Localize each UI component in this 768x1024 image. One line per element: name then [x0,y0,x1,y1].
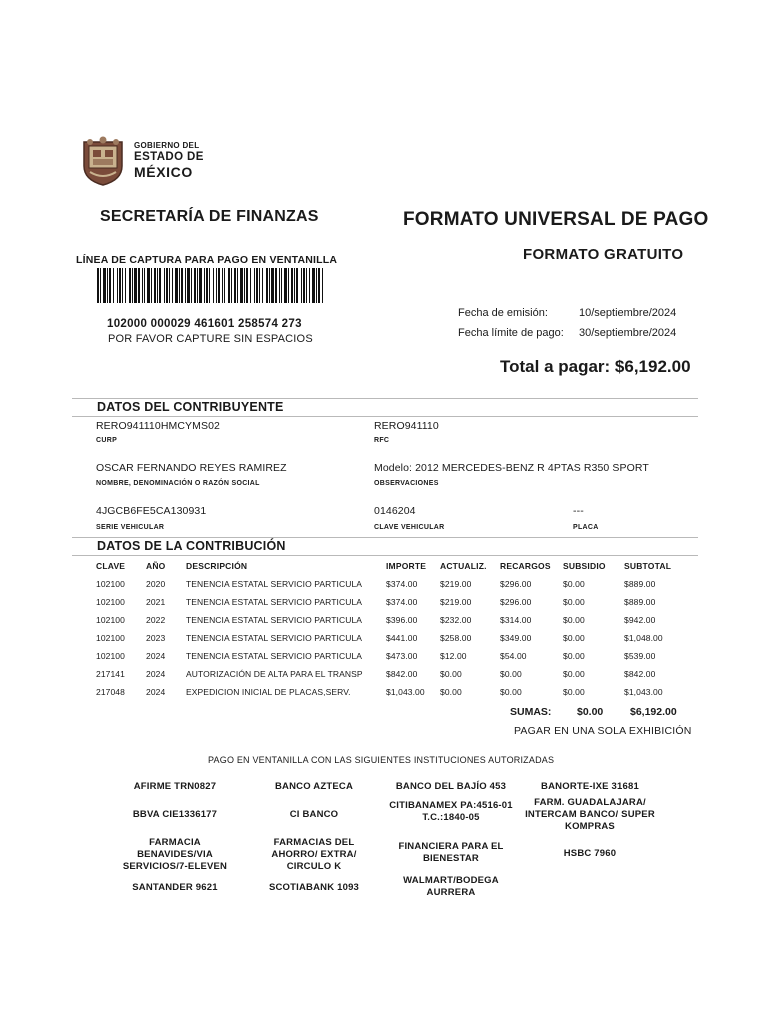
barcode-bar [166,268,168,303]
barcode-bar [97,268,99,303]
cell-recargos: $296.00 [500,597,532,607]
barcode-bar [288,268,289,303]
barcode-bar [218,268,220,303]
capture-hint: POR FAVOR CAPTURE SIN ESPACIOS [108,333,313,345]
barcode-bar [142,268,143,303]
placa-value: --- [573,505,584,517]
cell-recargos: $314.00 [500,615,532,625]
barcode-bar [147,268,150,303]
barcode-bar [269,268,270,303]
cell-clave: 217141 [96,669,125,679]
fecha-limite-label: Fecha límite de pago: [458,327,564,339]
barcode-bar [284,268,287,303]
cell-importe: $396.00 [386,615,418,625]
cell-importe: $374.00 [386,579,418,589]
clave-vehicular-value: 0146204 [374,505,416,517]
barcode-bar [154,268,156,303]
barcode-bar [279,268,280,303]
barcode-bar [237,268,238,303]
barcode-bar [144,268,145,303]
barcode-bar [250,268,251,303]
cell-descripcion: TENENCIA ESTATAL SERVICIO PARTICULA [186,579,363,589]
cell-subtotal: $889.00 [624,579,656,589]
cell-importe: $441.00 [386,633,418,643]
cell-anio: 2024 [146,687,166,697]
cell-recargos: $0.00 [500,687,522,697]
cell-anio: 2024 [146,669,166,679]
barcode-bar [134,268,137,303]
institucion-item: FARMACIA BENAVIDES/VIA SERVICIOS/7-ELEVEN [122,837,228,872]
cell-subtotal: $942.00 [624,615,656,625]
col-header-recargos: RECARGOS [500,561,551,571]
barcode-bar [296,268,298,303]
serie-vehicular-value: 4JGCB6FE5CA130931 [96,505,207,517]
barcode-bar [262,268,263,303]
barcode-bar [256,268,258,303]
barcode-bar [259,268,260,303]
fecha-limite-value: 30/septiembre/2024 [579,327,677,339]
institucion-item: FARMACIAS DEL AHORRO/ EXTRA/ CIRCULO K [271,837,357,872]
barcode-bar [191,268,192,303]
cell-actualiz: $219.00 [440,597,472,607]
cell-anio: 2024 [146,651,166,661]
barcode-bar [294,268,295,303]
barcode-bar [231,268,232,303]
nombre-value: OSCAR FERNANDO REYES RAMIREZ [96,462,287,474]
col-header-anio: AÑO [146,561,166,571]
barcode-bar [151,268,152,303]
barcode-bar [157,268,158,303]
cell-recargos: $0.00 [500,669,522,679]
cell-descripcion: TENENCIA ESTATAL SERVICIO PARTICULA [186,633,363,643]
barcode-bar [240,268,243,303]
cell-descripcion: AUTORIZACIÓN DE ALTA PARA EL TRANSP [186,669,363,679]
observaciones-label: OBSERVACIONES [374,480,439,487]
cell-clave: 102100 [96,579,125,589]
rfc-label: RFC [374,437,390,444]
institucion-item: FINANCIERA PARA EL BIENESTAR [398,841,504,864]
barcode-bar [316,268,317,303]
barcode-bar [185,268,186,303]
cell-subsidio: $0.00 [563,579,585,589]
cell-subsidio: $0.00 [563,687,585,697]
barcode-bar [181,268,183,303]
cell-clave: 217048 [96,687,125,697]
cell-actualiz: $0.00 [440,687,462,697]
cell-clave: 102100 [96,615,125,625]
barcode-bar [254,268,255,303]
gobierno-logo [80,136,230,186]
barcode-bar [132,268,133,303]
contribucion-title: DATOS DE LA CONTRIBUCIÓN [97,539,286,553]
barcode-bar [271,268,274,303]
cell-subtotal: $842.00 [624,669,656,679]
barcode-bar [187,268,190,303]
barcode-bar [169,268,170,303]
barcode-bar [179,268,180,303]
cell-descripcion: EXPEDICION INICIAL DE PLACAS,SERV. [186,687,351,697]
cell-importe: $374.00 [386,597,418,607]
linea-captura-title: LÍNEA DE CAPTURA PARA PAGO EN VENTANILLA [76,254,338,266]
cell-importe: $842.00 [386,669,418,679]
cell-descripcion: TENENCIA ESTATAL SERVICIO PARTICULA [186,651,363,661]
divider [72,537,698,538]
cell-actualiz: $232.00 [440,615,472,625]
barcode-bar [125,268,126,303]
institucion-item: SCOTIABANK 1093 [268,882,360,893]
barcode-bar [244,268,245,303]
logo-line-3: MÉXICO [134,163,193,180]
institucion-item: BBVA CIE1336177 [132,809,218,820]
cell-actualiz: $12.00 [440,651,467,661]
fecha-emision-value: 10/septiembre/2024 [579,307,677,319]
cell-anio: 2021 [146,597,166,607]
col-header-subsidio: SUBSIDIO [563,561,606,571]
cell-anio: 2022 [146,615,166,625]
cell-subsidio: $0.00 [563,597,585,607]
cell-subtotal: $1,043.00 [624,687,663,697]
barcode-bar [206,268,208,303]
formato-gratuito: FORMATO GRATUITO [523,246,684,263]
barcode-bar [266,268,268,303]
pagar-exhibicion: PAGAR EN UNA SOLA EXHIBICIÓN [514,725,692,737]
barcode-bar [117,268,118,303]
cell-subtotal: $539.00 [624,651,656,661]
serie-vehicular-label: SERIE VEHICULAR [96,524,165,531]
cell-subtotal: $1,048.00 [624,633,663,643]
cell-anio: 2023 [146,633,166,643]
col-header-subtotal: SUBTOTAL [624,561,672,571]
barcode-bar [194,268,196,303]
cell-subsidio: $0.00 [563,615,585,625]
barcode-bar [199,268,202,303]
barcode-bar [159,268,161,303]
cell-subsidio: $0.00 [563,633,585,643]
observaciones-value: Modelo: 2012 MERCEDES-BENZ R 4PTAS R350 SPORT [374,462,649,474]
logo-line-1: GOBIERNO DEL [134,141,200,150]
sumas-subsidio: $0.00 [577,706,604,718]
barcode-bar [122,268,123,303]
institucion-item: BANCO DEL BAJÍO 453 [395,781,507,792]
barcode-bar [228,268,230,303]
curp-value: RERO941110HMCYMS02 [96,420,220,432]
divider [72,416,698,417]
barcode-bar [309,268,310,303]
sumas-subtotal: $6,192.00 [630,706,677,718]
barcode-bar [138,268,140,303]
cell-actualiz: $219.00 [440,579,472,589]
divider [72,398,698,399]
barcode-bar [107,268,108,303]
cell-clave: 102100 [96,597,125,607]
curp-label: CURP [96,437,118,444]
barcode-bar [224,268,225,303]
fecha-emision-label: Fecha de emisión: [458,307,548,319]
col-header-importe: IMPORTE [386,561,427,571]
cell-recargos: $296.00 [500,579,532,589]
institucion-item: SANTANDER 9621 [132,882,218,893]
barcode-bar [246,268,248,303]
barcode-bar [119,268,121,303]
barcode-bar [275,268,277,303]
institucion-item: FARM. GUADALAJARA/ INTERCAM BANCO/ SUPER KOMPRAS [525,797,655,832]
institucion-item: AFIRME TRN0827 [133,781,217,792]
logo-line-2: ESTADO DE [134,151,204,163]
barcode-bar [172,268,173,303]
nombre-label: NOMBRE, DENOMINACIÓN O RAZÓN SOCIAL [96,480,260,487]
barcode [97,268,323,303]
barcode-bar [322,268,323,303]
barcode-bar [301,268,302,303]
secretaria-title: SECRETARÍA DE FINANZAS [100,208,319,225]
sumas-label: SUMAS: [510,706,552,718]
barcode-bar [306,268,307,303]
barcode-bar [234,268,236,303]
institucion-item: WALMART/BODEGA AURRERA [403,875,499,898]
cell-importe: $473.00 [386,651,418,661]
cell-descripcion: TENENCIA ESTATAL SERVICIO PARTICULA [186,615,363,625]
barcode-bar [109,268,111,303]
barcode-bar [222,268,223,303]
barcode-bar [175,268,178,303]
barcode-bar [312,268,315,303]
rfc-value: RERO941110 [374,420,439,432]
barcode-bar [204,268,205,303]
institucion-item: BANCO AZTECA [274,781,354,792]
cell-clave: 102100 [96,651,125,661]
institucion-item: BANORTE-IXE 31681 [541,781,639,792]
total-a-pagar: Total a pagar: $6,192.00 [500,357,691,376]
barcode-bar [100,268,101,303]
cell-importe: $1,043.00 [386,687,425,697]
institucion-item: CI BANCO [289,809,339,820]
divider [72,555,698,556]
institucion-item: CITIBANAMEX PA:4516-01 T.C.:1840-05 [389,800,513,823]
col-header-clave: CLAVE [96,561,126,571]
barcode-bar [291,268,293,303]
instituciones-title: PAGO EN VENTANILLA CON LAS SIGUIENTES INSTITUCIONES AUTORIZADAS [208,755,555,765]
cell-recargos: $349.00 [500,633,532,643]
cell-descripcion: TENENCIA ESTATAL SERVICIO PARTICULA [186,597,363,607]
linea-captura-code: 102000 000029 461601 258574 273 [107,318,302,330]
barcode-bar [303,268,305,303]
cell-subsidio: $0.00 [563,669,585,679]
barcode-bar [129,268,131,303]
col-header-actualiz: ACTUALIZ. [440,561,487,571]
barcode-bar [281,268,282,303]
logo-wordmark [134,142,204,179]
cell-subtotal: $889.00 [624,597,656,607]
contribuyente-title: DATOS DEL CONTRIBUYENTE [97,400,284,414]
barcode-bar [213,268,214,303]
cell-subsidio: $0.00 [563,651,585,661]
cell-recargos: $54.00 [500,651,527,661]
barcode-bar [318,268,320,303]
cell-actualiz: $0.00 [440,669,462,679]
barcode-bar [113,268,114,303]
formato-title: FORMATO UNIVERSAL DE PAGO [403,209,709,230]
col-header-descripcion: DESCRIPCIÓN [186,561,248,571]
cell-clave: 102100 [96,633,125,643]
placa-label: PLACA [573,524,599,531]
cell-actualiz: $258.00 [440,633,472,643]
clave-vehicular-label: CLAVE VEHICULAR [374,524,445,531]
barcode-bar [103,268,106,303]
coat-of-arms-icon [80,136,126,186]
barcode-bar [197,268,198,303]
barcode-bar [209,268,210,303]
cell-anio: 2020 [146,579,166,589]
institucion-item: HSBC 7960 [563,848,617,859]
barcode-bar [216,268,217,303]
barcode-bar [164,268,165,303]
